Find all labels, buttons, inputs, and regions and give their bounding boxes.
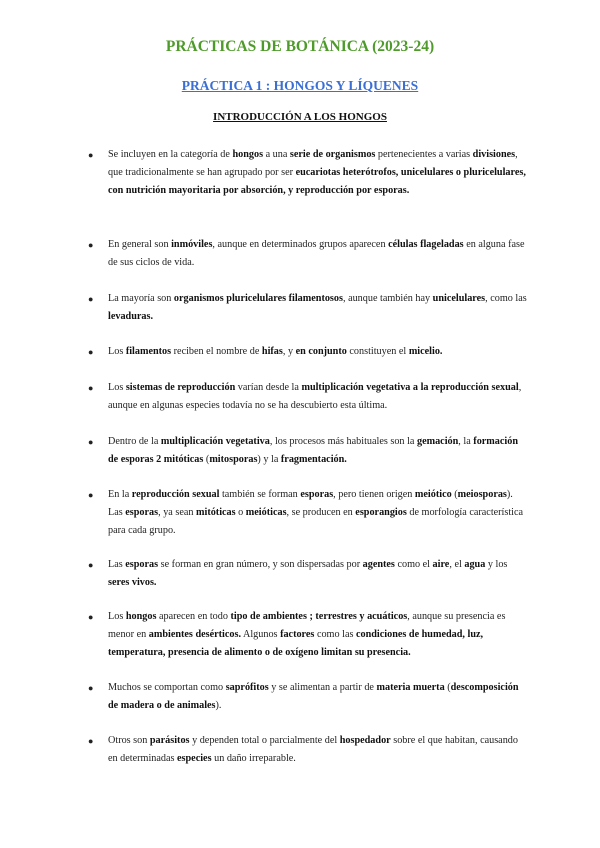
practice-subtitle: PRÁCTICA 1 : HONGOS Y LÍQUENES (181, 78, 419, 93)
text-run: La mayoría son (108, 293, 174, 304)
text-run: ( (451, 489, 458, 500)
bold-term: gemación (416, 436, 459, 447)
bold-term: divisiones (472, 149, 516, 160)
list-item-text (108, 732, 528, 768)
list-item-text (108, 433, 528, 469)
bold-term: especies (177, 753, 212, 764)
text-run: , ya sean (158, 507, 196, 518)
text-run: Las (108, 559, 126, 570)
list-item-text (108, 679, 528, 715)
text-run: Muchos se comportan como (108, 682, 226, 693)
text-run: un daño irreparable. (211, 753, 296, 764)
bullet-icon: ● (88, 612, 94, 622)
bold-term: agentes (362, 559, 395, 570)
text-run: Los (108, 382, 126, 393)
bold-term: serie de organismos (289, 149, 376, 160)
text-run: como las (314, 629, 356, 640)
text-run: Otros son (108, 735, 150, 746)
bold-term: mitóticas (196, 507, 236, 518)
text-run: Dentro de la (108, 436, 161, 447)
list-item-text (108, 236, 528, 272)
bold-term: hospedador (339, 735, 391, 746)
text-run: , aunque su presencia es menor en (108, 611, 506, 640)
text-run: como el (394, 559, 433, 570)
bold-term: células flageladas (388, 239, 464, 250)
text-run: , como las (485, 293, 527, 304)
bold-term: unicelulares o pluricelulares, con nutrición mayoritaria por absorción, y reproducción por esporas. (108, 167, 526, 196)
text-run: y los (485, 559, 508, 570)
bullet-icon: ● (88, 240, 94, 250)
text-run: constituyen el (346, 346, 409, 357)
bold-term: micelio. (408, 346, 443, 357)
text-run: , aunque en determinados grupos aparecen (212, 239, 389, 250)
bold-term: fragmentación. (280, 454, 347, 465)
text-run: , que tradicionalmente se han agrupado por ser (108, 149, 518, 178)
bullet-icon: ● (88, 294, 94, 304)
bold-term: organismos pluricelulares filamentosos (173, 293, 343, 304)
bold-term: esporas (125, 559, 159, 570)
bold-term: tipo de ambientes ; terrestres y acuáticos (230, 611, 408, 622)
bold-term: unicelulares (432, 293, 486, 304)
bold-term: inmóviles (171, 239, 213, 250)
bullet-icon: ● (88, 347, 94, 357)
text-run: y se alimentan a partir de (268, 682, 377, 693)
bold-term: reproducción sexual (131, 489, 220, 500)
bold-term: hongos (125, 611, 157, 622)
text-run: se forman en gran número, y son dispersadas por (158, 559, 363, 570)
bold-term: levaduras. (108, 311, 153, 322)
list-item-text (108, 608, 528, 662)
text-run: , aunque también hay (342, 293, 433, 304)
list-item-text (108, 343, 528, 361)
bullet-icon: ● (88, 437, 94, 447)
text-run: ( (444, 682, 451, 693)
text-run: ). (215, 700, 222, 711)
bold-term: meióticas (245, 507, 287, 518)
text-run: En general son (108, 239, 172, 250)
bullet-icon: ● (88, 150, 94, 160)
text-run: En la (108, 489, 132, 500)
bold-term: multiplicación vegetativa (160, 436, 270, 447)
list-item-text (108, 379, 528, 415)
text-run: ). Las (108, 489, 513, 518)
section-heading: INTRODUCCIÓN A LOS HONGOS (213, 111, 387, 123)
list-item-text (108, 290, 528, 326)
bullet-icon: ● (88, 560, 94, 570)
text-run: , pero tienen origen (333, 489, 415, 500)
text-run: Se incluyen en la categoría de (108, 149, 233, 160)
list-item-text (108, 146, 528, 200)
text-run: Algunos (241, 629, 281, 640)
list-item-text (108, 486, 528, 540)
text-run: varían desde la (235, 382, 302, 393)
bullet-icon: ● (88, 736, 94, 746)
bold-term: hongos (232, 149, 264, 160)
bold-term: esporas (300, 489, 334, 500)
bold-term: filamentos (125, 346, 172, 357)
text-run: , la (458, 436, 474, 447)
text-run: sobre el que habitan, causando en determinadas (108, 735, 518, 764)
bold-term: agua (464, 559, 486, 570)
document-title: PRÁCTICAS DE BOTÁNICA (2023-24) (165, 38, 435, 55)
bold-term: mitosporas (209, 454, 258, 465)
bullet-icon: ● (88, 683, 94, 693)
text-run: también se forman (219, 489, 301, 500)
bold-term: aire (432, 559, 450, 570)
bold-term: esporas (125, 507, 159, 518)
bold-term: factores (280, 629, 315, 640)
bold-term: parásitos (149, 735, 190, 746)
bold-term: esporangios (355, 507, 407, 518)
text-run: y dependen total o parcialmente del (189, 735, 340, 746)
bold-term: ambientes desérticos. (148, 629, 241, 640)
bold-term: eucariotas heterótrofos, (295, 167, 399, 178)
text-run: , el (449, 559, 465, 570)
text-run: , se producen en (286, 507, 356, 518)
bullet-icon: ● (88, 490, 94, 500)
text-run: Los (108, 346, 126, 357)
bold-term: saprófitos (225, 682, 269, 693)
bold-term: materia muerta (376, 682, 445, 693)
text-run: , aunque en algunas especies todavía no se ha descubierto esta última. (108, 382, 522, 411)
bold-term: meiosporas (457, 489, 507, 500)
text-run: a una (263, 149, 290, 160)
text-run: ( (203, 454, 210, 465)
text-run: de morfología característica para cada grupo. (108, 507, 524, 536)
text-run: ) y la (257, 454, 281, 465)
bold-term: condiciones de humedad, luz, temperatura, presencia de alimento o de oxígeno limitan su presencia. (108, 629, 484, 658)
bold-term: descomposición de madera o de animales (108, 682, 519, 711)
text-run: en alguna fase de sus ciclos de vida. (108, 239, 525, 268)
text-run: Los (108, 611, 126, 622)
bold-term: hifas (261, 346, 283, 357)
bold-term: formación de esporas 2 mitóticas (108, 436, 518, 465)
bold-term: en conjunto (295, 346, 347, 357)
bold-term: meiótico (414, 489, 452, 500)
text-run: , los procesos más habituales son la (269, 436, 417, 447)
text-run: pertenecientes a varias (375, 149, 473, 160)
text-run: o (235, 507, 246, 518)
bullet-icon: ● (88, 383, 94, 393)
bold-term: sistemas de reproducción (125, 382, 236, 393)
text-run: reciben el nombre de (171, 346, 262, 357)
list-item-text (108, 556, 528, 592)
bold-term: multiplicación vegetativa a la reproducción sexual (301, 382, 519, 393)
text-run: aparecen en todo (156, 611, 231, 622)
bold-term: seres vivos. (108, 577, 157, 588)
text-run: , y (282, 346, 296, 357)
